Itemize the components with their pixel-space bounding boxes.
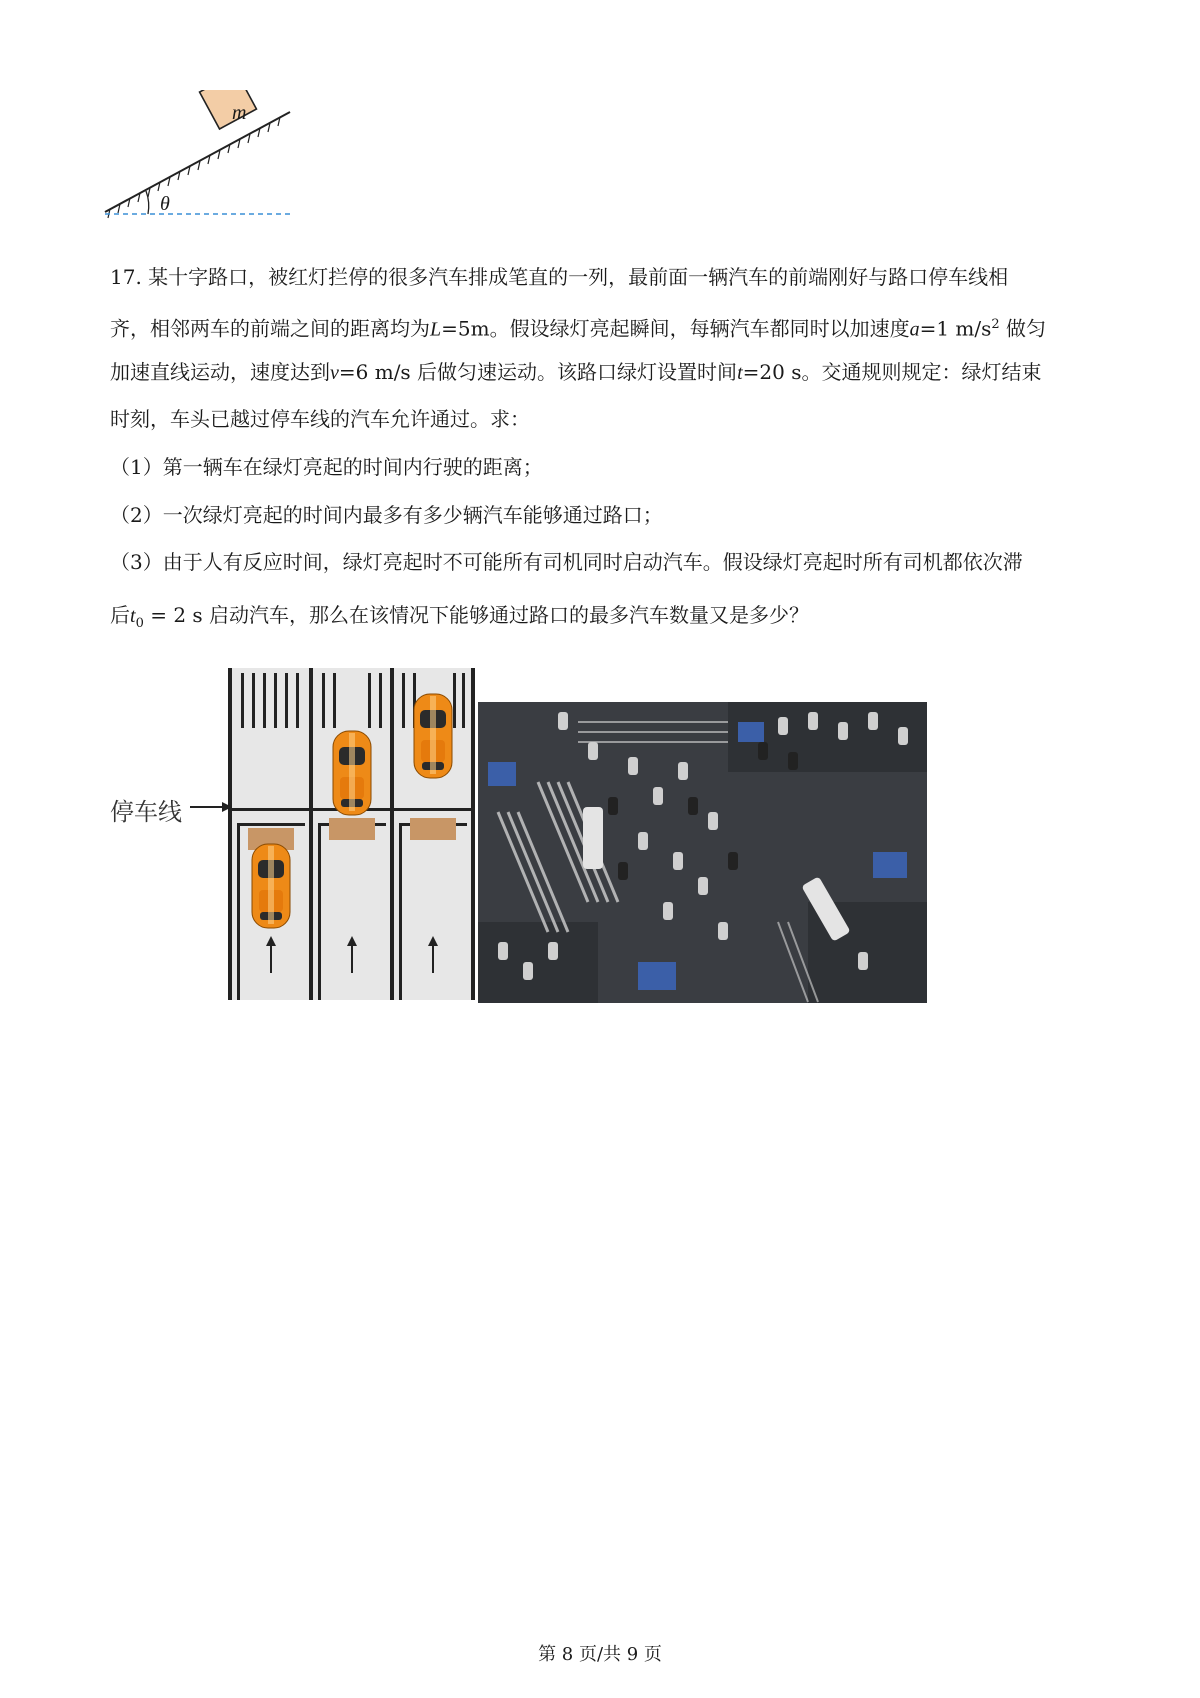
incline-figure — [100, 90, 300, 225]
question-number: 17. — [110, 265, 142, 289]
sub-question-3-line-1: （3）由于人有反应时间，绿灯亮起时不可能所有司机同时启动汽车。假设绿灯亮起时所有司机都依次滞 — [110, 550, 1023, 574]
question-line-1: 17. 某十字路口，被红灯拦停的很多汽车排成笔直的一列，最前面一辆汽车的前端刚好与路口停车线相 — [110, 265, 1009, 289]
question-line-3: 加速直线运动，速度达到v=6 m/s 后做匀速运动。该路口绿灯设置时间t=20 s。交通规则规定：绿灯结束 — [110, 360, 1042, 384]
intersection-photo — [478, 702, 927, 1003]
sub-question-2: （2）一次绿灯亮起的时间内最多有多少辆汽车能够通过路口； — [110, 503, 663, 527]
question-line-2: 齐，相邻两车的前端之间的距离均为L=5m。假设绿灯亮起瞬间，每辆汽车都同时以加速度a=1 $m/s^2$ 做匀 — [110, 316, 1047, 341]
mass-label: m — [232, 102, 247, 124]
angle-label: θ — [160, 193, 170, 215]
sub-question-3-line-2: 后$t_0 = 2$ s 启动汽车，那么在该情况下能够通过路口的最多汽车数量又是多少？ — [110, 603, 810, 631]
page-footer: 第 8 页/共 9 页 — [538, 1644, 662, 1665]
lane-diagram — [110, 668, 475, 1000]
sub-question-1: （1）第一辆车在绿灯亮起的时间内行驶的距离； — [110, 455, 543, 479]
stop-line-label: 停车线 — [110, 798, 182, 826]
question-line-4: 时刻，车头已越过停车线的汽车允许通过。求： — [110, 407, 530, 431]
